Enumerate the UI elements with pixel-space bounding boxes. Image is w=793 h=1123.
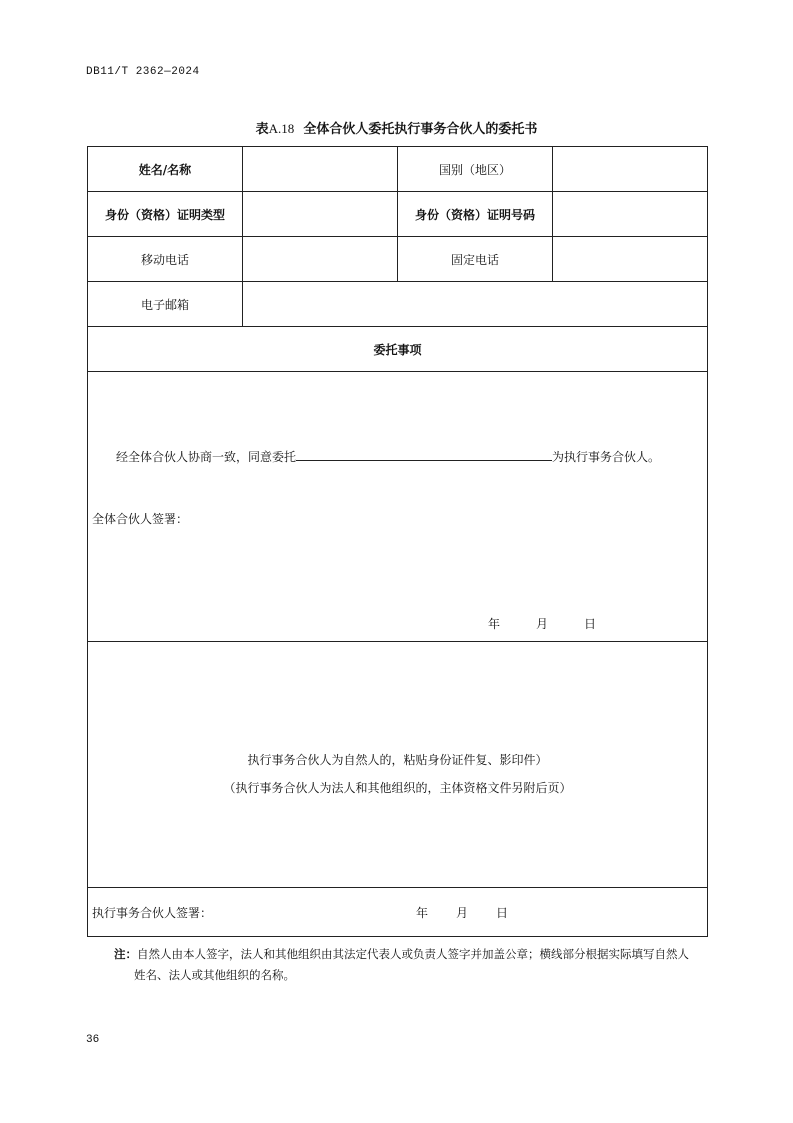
month-label: 月 — [536, 617, 549, 631]
country-label: 国别（地区） — [398, 147, 553, 192]
footnote-label: 注： — [114, 947, 137, 961]
email-value-cell[interactable] — [243, 282, 708, 327]
table-title-prefix: 表 — [255, 122, 269, 137]
partners-signature-label: 全体合伙人签署： — [92, 512, 189, 526]
table-title-text: 全体合伙人委托执行事务合伙人的委托书 — [303, 122, 538, 137]
table-title-number: A.18 — [268, 121, 295, 136]
mobile-value-cell[interactable] — [243, 237, 398, 282]
fixed-phone-label: 固定电话 — [398, 237, 553, 282]
month-label: 月 — [456, 906, 469, 920]
entrust-header: 委托事项 — [88, 327, 708, 372]
table-row — [88, 237, 708, 282]
id-type-label: 身份（资格）证明类型 — [88, 192, 243, 237]
entrust-statement — [116, 448, 660, 465]
exec-signature-cell — [88, 888, 708, 937]
standard-code: DB11/T 2362—2024 — [86, 66, 200, 78]
id-type-value-cell[interactable] — [243, 192, 398, 237]
table-row — [88, 642, 708, 888]
footnote-text2: 姓名、法人或其他组织的名称。 — [134, 968, 295, 982]
statement-after: 为执行事务合伙人。 — [552, 450, 661, 464]
statement-before: 经全体合伙人协商一致，同意委托 — [116, 450, 297, 464]
entrustee-blank-line[interactable] — [296, 448, 552, 461]
partners-signature-date — [488, 615, 596, 632]
photo-instruction-line2: （执行事务合伙人为法人和其他组织的，主体资格文件另附后页） — [223, 781, 572, 795]
table-row — [88, 372, 708, 642]
mobile-label: 移动电话 — [88, 237, 243, 282]
fixed-phone-value-cell[interactable] — [553, 237, 708, 282]
footnote — [114, 944, 714, 986]
id-copy-instructions — [88, 746, 707, 802]
id-number-label: 身份（资格）证明号码 — [398, 192, 553, 237]
id-copy-paste-cell — [88, 642, 708, 888]
day-label: 日 — [584, 617, 597, 631]
table-row — [88, 888, 708, 937]
exec-signature-label: 执行事务合伙人签署： — [92, 906, 213, 920]
entrust-matters-cell — [88, 372, 708, 642]
table-row — [88, 282, 708, 327]
photo-instruction-line1: 执行事务合伙人为自然人的，粘贴身份证件复、影印件） — [247, 753, 548, 767]
table-row — [88, 192, 708, 237]
table-row — [88, 147, 708, 192]
email-label: 电子邮箱 — [88, 282, 243, 327]
exec-signature-date — [416, 904, 508, 921]
year-label: 年 — [416, 906, 429, 920]
country-value-cell[interactable] — [553, 147, 708, 192]
name-value-cell[interactable] — [243, 147, 398, 192]
table-title — [0, 118, 793, 137]
page-number: 36 — [86, 1034, 100, 1046]
table-row — [88, 327, 708, 372]
entrust-form-table — [87, 146, 708, 937]
footnote-text1: 自然人由本人签字，法人和其他组织由其法定代表人或负责人签字并加盖公章；横线部分根据实际填写自然人 — [137, 947, 689, 961]
footnote-line1 — [114, 944, 714, 965]
id-number-value-cell[interactable] — [553, 192, 708, 237]
day-label: 日 — [496, 906, 509, 920]
year-label: 年 — [488, 617, 501, 631]
name-label: 姓名/名称 — [88, 147, 243, 192]
